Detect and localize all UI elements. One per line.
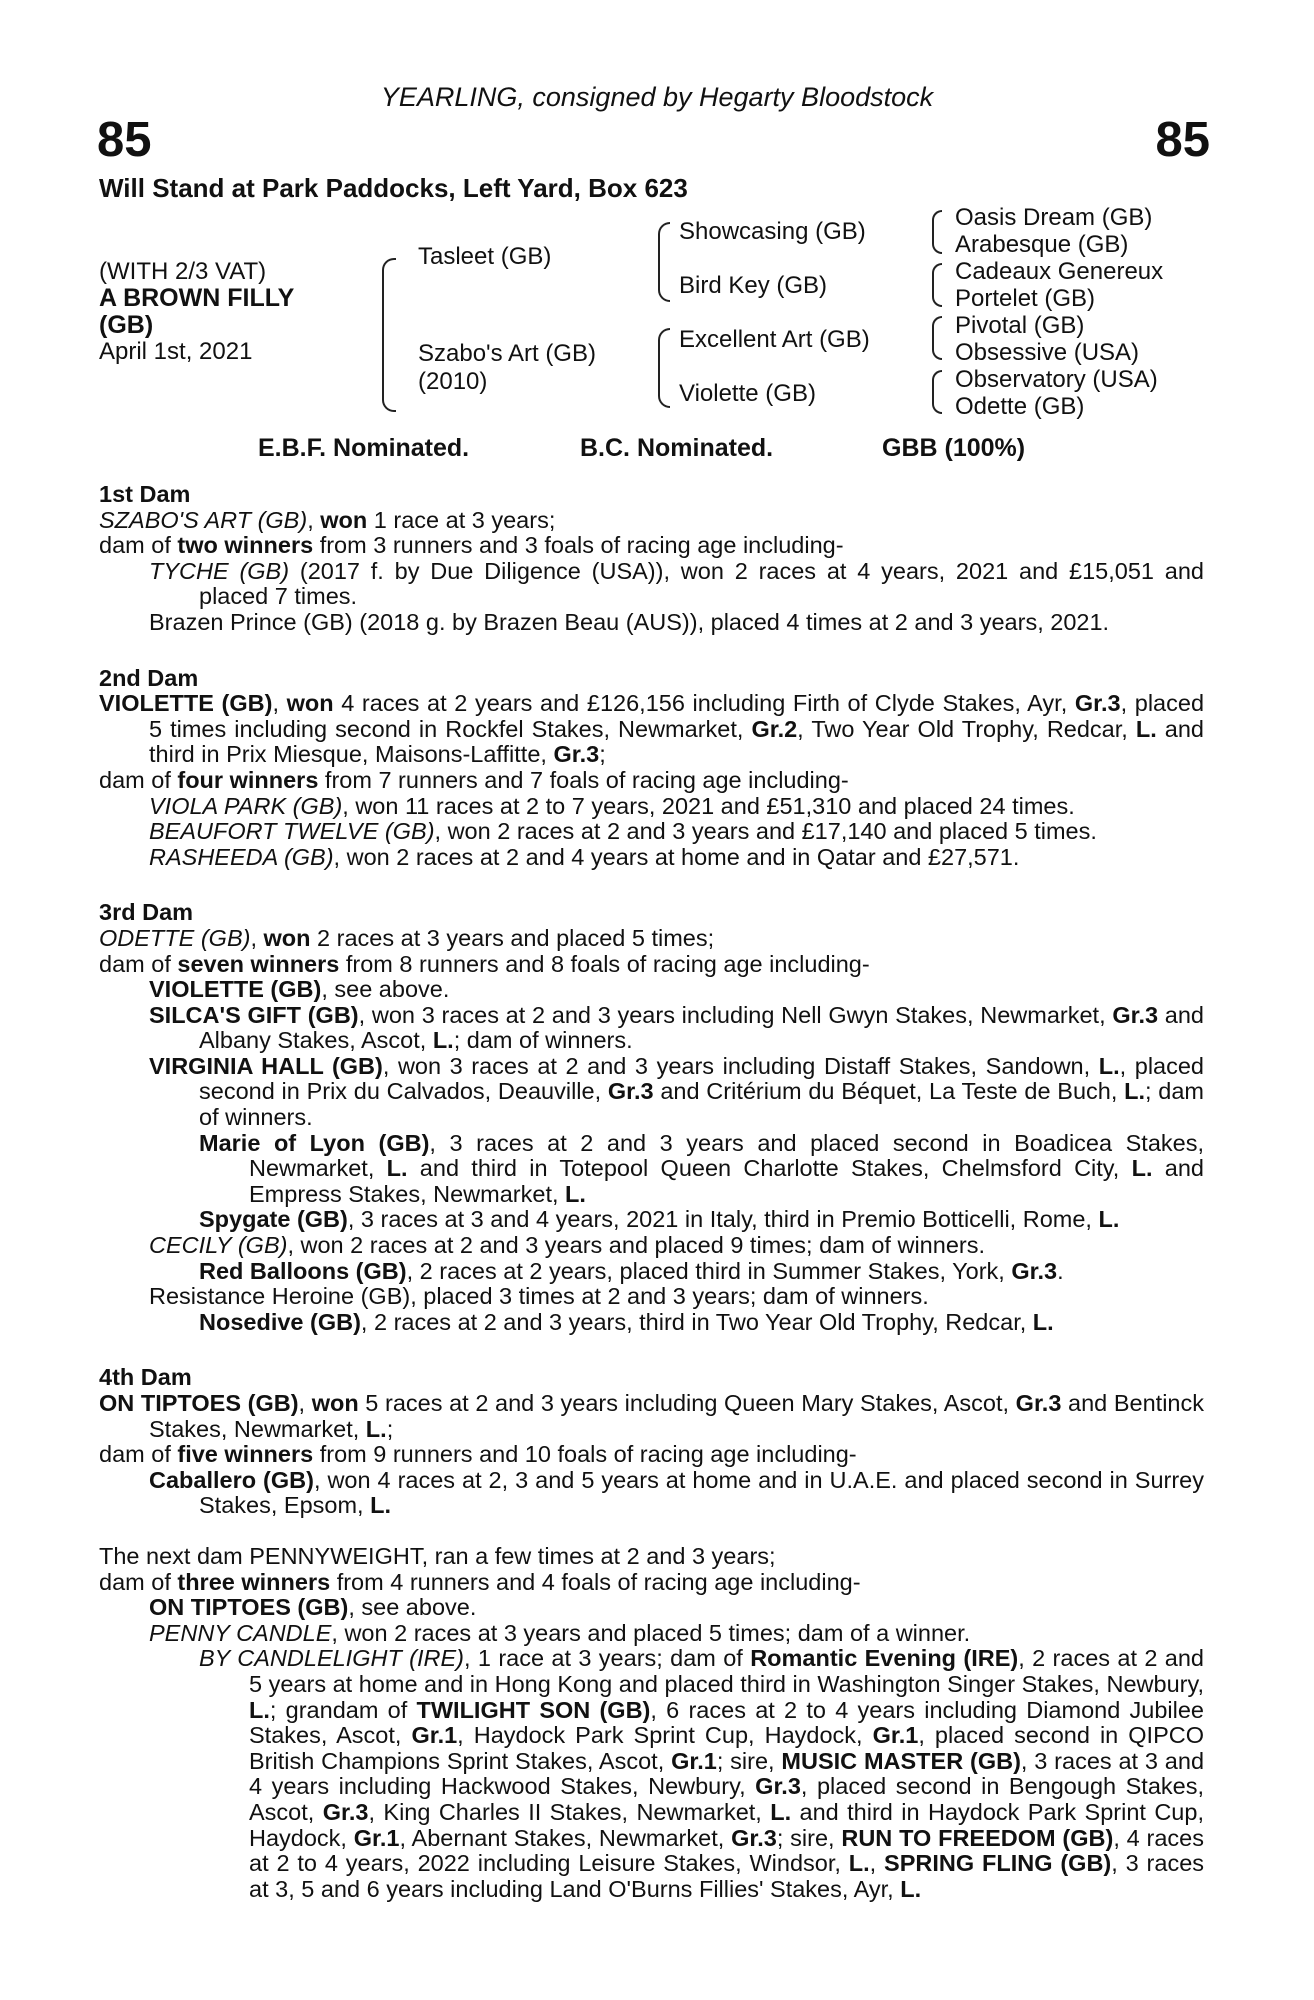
- grade-label: Gr.3: [1112, 1001, 1159, 1028]
- fourth-dam-heading: 4th Dam: [99, 1364, 192, 1391]
- text-run: , won 4 races at 2, 3 and 5 years at home and in U.A.E. and placed second in Surrey Stakes, Epsom,: [199, 1466, 1204, 1519]
- text-run: 2 races at 3 years and placed 5 times;: [310, 924, 715, 951]
- vat-note: (WITH 2/3 VAT): [99, 258, 267, 285]
- grade-label: L.: [370, 1492, 391, 1519]
- produce-entry: [99, 1595, 1204, 1621]
- grade-label: L.: [1032, 1308, 1054, 1335]
- text-run: dam of: [99, 1568, 178, 1595]
- text-run: The next dam PENNYWEIGHT, ran a few times at 2 and 3 years;: [99, 1542, 776, 1569]
- grade-label: Gr.1: [353, 1824, 400, 1851]
- text-run: , won 3 races at 2 and 3 years including Nell Gwyn Stakes, Newmarket,: [358, 1001, 1113, 1028]
- text-run: , Haydock Park Sprint Cup, Haydock,: [457, 1722, 873, 1749]
- first-dam-heading: 1st Dam: [99, 481, 191, 507]
- grade-label: L.: [770, 1798, 792, 1825]
- pedigree-dam-sire: Excellent Art (GB): [679, 326, 870, 353]
- lot-number-right: 85: [1155, 113, 1210, 167]
- progeny-name: BY CANDLELIGHT (IRE): [199, 1645, 465, 1672]
- pedigree-g6: Obsessive (USA): [955, 339, 1140, 366]
- grade-label: L.: [900, 1875, 922, 1902]
- progeny-name: TWILIGHT SON (GB): [416, 1696, 651, 1723]
- text-run: and Empress Stakes, Newmarket,: [249, 1155, 1204, 1207]
- grade-label: Gr.3: [553, 741, 600, 768]
- text-run: , Abernant Stakes, Newmarket,: [399, 1824, 732, 1851]
- produce-entry: [99, 1468, 1204, 1519]
- text-run: .: [1057, 1257, 1064, 1284]
- text-run: and third in Haydock Park Sprint Cup, Haydock,: [249, 1798, 1204, 1851]
- grade-label: Gr.3: [755, 1773, 801, 1800]
- progeny-name: Red Balloons (GB): [199, 1257, 407, 1284]
- grade-label: Gr.1: [411, 1722, 458, 1749]
- grade-label: Gr.3: [607, 1078, 654, 1105]
- winners-count: five winners: [177, 1441, 314, 1468]
- text-run: ; dam of winners.: [453, 1027, 633, 1054]
- progeny-name: RUN TO FREEDOM (GB): [841, 1824, 1114, 1851]
- text-run: from 9 runners and 10 foals of racing age including-: [313, 1441, 857, 1468]
- text-run: , placed 5 times including second in Rockfel Stakes, Newmarket,: [149, 690, 1205, 742]
- produce-entry-grandchild: [99, 1259, 1204, 1285]
- text-run: , 1 race at 3 years; dam of: [464, 1645, 751, 1672]
- progeny-name: MUSIC MASTER (GB): [781, 1747, 1021, 1774]
- produce-entry: [99, 610, 1204, 636]
- bc-nomination: B.C. Nominated.: [580, 434, 774, 462]
- produce-entry: [99, 1621, 1204, 1647]
- pedigree-dam-dam: Violette (GB): [679, 380, 816, 407]
- grade-label: Gr.3: [731, 1824, 777, 1851]
- progeny-name: RASHEEDA (GB): [149, 843, 334, 870]
- text-run: (2017 f. by Due Diligence (USA)), won 2 races at 4 years, 2021 and £15,051 and placed 7 times.: [199, 557, 1204, 610]
- text-run: from 7 runners and 7 foals of racing age including-: [318, 766, 849, 793]
- text-run: 5 races at 2 and 3 years including Queen Mary Stakes, Ascot,: [358, 1390, 1016, 1416]
- produce-entry: [99, 559, 1204, 610]
- progeny-name: Caballero (GB): [149, 1466, 314, 1493]
- winners-count: seven winners: [177, 950, 340, 977]
- text-run: ; sire,: [776, 1824, 842, 1851]
- pedigree-g4: Portelet (GB): [955, 285, 1096, 312]
- text-run: dam of: [99, 532, 178, 559]
- text-run: , won 2 races at 2 and 3 years and placed 9 times; dam of winners.: [287, 1232, 985, 1259]
- stand-location: Will Stand at Park Paddocks, Left Yard, Box 623: [99, 173, 688, 203]
- winners-count: two winners: [177, 532, 314, 559]
- winners-count: four winners: [177, 766, 319, 793]
- text-run: , Two Year Old Trophy, Redcar,: [797, 715, 1136, 742]
- text-run: , 3 races at 2 and 3 years and placed second in Boadicea Stakes, Newmarket,: [249, 1129, 1204, 1182]
- text-run: ,: [307, 506, 321, 533]
- produce-entry: [99, 819, 1204, 845]
- grade-label: Gr.1: [671, 1747, 717, 1774]
- text-run: from 8 runners and 8 foals of racing age including-: [339, 950, 870, 977]
- page-header: YEARLING, consigned by Hegarty Bloodstock: [380, 82, 934, 112]
- lot-number-left: 85: [97, 113, 152, 167]
- grade-label: Gr.3: [1074, 690, 1121, 717]
- produce-entry-grandchild: [99, 1207, 1204, 1233]
- fourth-dam-produce-line: [99, 1442, 1204, 1468]
- text-run: and Albany Stakes, Ascot,: [199, 1001, 1204, 1054]
- text-run: ; grandam of: [269, 1696, 417, 1723]
- progeny-name: Marie of Lyon (GB): [199, 1129, 430, 1156]
- text-run: , see above.: [321, 976, 450, 1003]
- text-run: , 6 races at 2 to 4 years including Diamond Jubilee Stakes, Ascot,: [249, 1696, 1204, 1749]
- grade-label: L.: [432, 1027, 454, 1054]
- first-dam-line: [99, 508, 1204, 534]
- pedigree-brace-g1: [932, 210, 942, 254]
- progeny-name: CECILY (GB): [149, 1232, 288, 1259]
- second-dam-line: [99, 691, 1204, 768]
- progeny-name: Romantic Evening (IRE): [750, 1645, 1019, 1672]
- text-run: from 3 runners and 3 foals of racing age including-: [313, 532, 844, 559]
- pedigree-g1: Oasis Dream (GB): [955, 204, 1153, 231]
- progeny-name: VIOLETTE (GB): [149, 976, 322, 1003]
- pedigree-brace-dam: [658, 328, 670, 408]
- pedigree-g2: Arabesque (GB): [955, 231, 1129, 258]
- text-run: , 2 races at 2 and 3 years, third in Two Year Old Trophy, Redcar,: [360, 1308, 1033, 1335]
- won-label: won: [286, 690, 334, 717]
- spacer: [99, 1519, 1204, 1544]
- dam-name: ON TIPTOES (GB): [99, 1390, 299, 1416]
- text-run: ,: [272, 690, 287, 717]
- horse-name: A BROWN FILLY: [99, 284, 295, 312]
- text-run: ;: [386, 1415, 394, 1442]
- produce-entry: [99, 1054, 1204, 1131]
- pedigree-brace-g3: [932, 316, 942, 360]
- text-run: , placed second in Prix du Calvados, Deauville,: [199, 1052, 1204, 1105]
- text-run: , 3 races at 3 and 4 years including Hackwood Stakes, Newbury,: [249, 1747, 1205, 1800]
- pedigree-g7: Observatory (USA): [955, 366, 1158, 393]
- dam-name: SZABO'S ART (GB): [99, 506, 308, 533]
- foaling-date: April 1st, 2021: [99, 338, 253, 365]
- produce-entry: [99, 1233, 1204, 1259]
- pedigree-g5: Pivotal (GB): [955, 312, 1085, 339]
- text-run: ,: [250, 924, 264, 951]
- third-dam-line: [99, 926, 1204, 952]
- text-run: , 2 races at 2 and 5 years at home and in Hong Kong and placed third in Washington Singer Stakes, Newbury,: [249, 1645, 1204, 1697]
- pedigree-brace-sire: [658, 222, 670, 302]
- dam-name: ODETTE (GB): [99, 924, 251, 951]
- text-run: , won 2 races at 3 years and placed 5 times; dam of a winner.: [331, 1619, 971, 1646]
- text-run: 1 race at 3 years;: [367, 506, 556, 533]
- first-dam-produce-line: [99, 533, 1204, 559]
- produce-entry-grandchild: [99, 1131, 1204, 1208]
- text-run: and Bentinck Stakes, Newmarket,: [149, 1390, 1204, 1442]
- pedigree-dam-year: (2010): [418, 368, 488, 395]
- text-run: ,: [298, 1390, 312, 1416]
- produce-entry: [99, 794, 1204, 820]
- pedigree-g8: Odette (GB): [955, 393, 1085, 420]
- grade-label: L.: [848, 1850, 870, 1877]
- second-dam-produce-line: [99, 768, 1204, 794]
- pedigree-sire-sire: Showcasing (GB): [679, 218, 866, 245]
- progeny-name: Nosedive (GB): [199, 1308, 361, 1335]
- progeny-name: VIOLA PARK (GB): [149, 792, 343, 819]
- text-run: , 4 races at 2 to 4 years, 2022 including Leisure Stakes, Windsor,: [249, 1824, 1204, 1877]
- grade-label: L.: [1124, 1078, 1145, 1105]
- dam-name: VIOLETTE (GB): [99, 690, 273, 717]
- third-dam-produce-line: [99, 952, 1204, 978]
- grade-label: L.: [1098, 1052, 1120, 1079]
- progeny-name: TYCHE (GB): [149, 557, 290, 584]
- text-run: , placed second in Bengough Stakes, Ascot,: [249, 1773, 1205, 1825]
- ebf-nomination: E.B.F. Nominated.: [258, 434, 470, 462]
- pedigree-sire: Tasleet (GB): [418, 243, 552, 270]
- produce-entry-grandchild: [99, 1646, 1204, 1902]
- grade-label: L.: [1135, 715, 1157, 742]
- text-run: from 4 runners and 4 foals of racing age including-: [330, 1568, 861, 1595]
- horse-origin: (GB): [99, 311, 154, 339]
- next-dam-produce-line: [99, 1570, 1204, 1596]
- produce-entry: [99, 845, 1204, 871]
- text-run: , won 2 races at 2 and 4 years at home and in Qatar and £27,571.: [333, 843, 1020, 870]
- text-run: ,: [869, 1850, 885, 1877]
- pedigree-g3: Cadeaux Genereux: [955, 258, 1164, 285]
- grade-label: Gr.3: [1015, 1390, 1062, 1416]
- grade-label: Gr.2: [751, 715, 798, 742]
- text-run: , 2 races at 2 years, placed third in Summer Stakes, York,: [406, 1257, 1012, 1284]
- grade-label: Gr.1: [872, 1722, 919, 1749]
- text-run: ;: [599, 741, 606, 768]
- text-run: , see above.: [348, 1594, 477, 1621]
- fourth-dam-line: [99, 1391, 1204, 1442]
- text-run: dam of: [99, 766, 178, 793]
- progeny-name: ON TIPTOES (GB): [149, 1594, 349, 1621]
- text-run: , won 2 races at 2 and 3 years and £17,140 and placed 5 times.: [434, 818, 1097, 845]
- winners-count: three winners: [177, 1568, 331, 1595]
- text-run: , 3 races at 3 and 4 years, 2021 in Italy, third in Premio Botticelli, Rome,: [347, 1206, 1099, 1233]
- pedigree-dam: Szabo's Art (GB): [418, 340, 596, 367]
- text-run: , won 3 races at 2 and 3 years including Distaff Stakes, Sandown,: [382, 1052, 1099, 1079]
- progeny-name: SPRING FLING (GB): [884, 1850, 1112, 1877]
- text-run: dam of: [99, 950, 178, 977]
- grade-label: Gr.3: [1011, 1257, 1058, 1284]
- text-run: and third in Prix Miesque, Maisons-Laffitte,: [149, 715, 1204, 768]
- next-dam-line: [99, 1544, 1204, 1570]
- won-label: won: [320, 506, 368, 533]
- grade-label: L.: [565, 1180, 586, 1207]
- produce-entry-grandchild: [99, 1310, 1204, 1336]
- progeny-name: PENNY CANDLE: [149, 1619, 332, 1646]
- grade-label: L.: [365, 1415, 387, 1442]
- produce-entry: [99, 1003, 1204, 1054]
- progeny-name: SILCA'S GIFT (GB): [149, 1001, 359, 1028]
- text-run: ; dam of winners.: [199, 1078, 1204, 1131]
- gbb-note: GBB (100%): [882, 434, 1026, 462]
- text-run: dam of: [99, 1441, 178, 1468]
- second-dam-heading: 2nd Dam: [99, 664, 199, 691]
- produce-entry: [99, 1284, 1204, 1310]
- pedigree-brace-g2: [932, 263, 942, 307]
- text-run: Resistance Heroine (GB), placed 3 times at 2 and 3 years; dam of winners.: [149, 1283, 929, 1310]
- grade-label: L.: [386, 1155, 408, 1182]
- pedigree-sire-dam: Bird Key (GB): [679, 272, 828, 299]
- text-run: and Critérium du Béquet, La Teste de Buch,: [653, 1078, 1125, 1105]
- grade-label: Gr.3: [322, 1798, 369, 1825]
- third-dam-heading: 3rd Dam: [99, 899, 194, 926]
- text-run: , placed second in QIPCO British Champions Sprint Stakes, Ascot,: [249, 1722, 1205, 1774]
- progeny-name: BEAUFORT TWELVE (GB): [149, 818, 435, 845]
- progeny-name: Spygate (GB): [199, 1206, 348, 1233]
- text-run: Brazen Prince (GB) (2018 g. by Brazen Beau (AUS)), placed 4 times at 2 and 3 years, 2021.: [149, 608, 1110, 635]
- grade-label: L.: [1098, 1206, 1120, 1233]
- text-run: ; sire,: [716, 1747, 782, 1774]
- won-label: won: [263, 924, 311, 951]
- grade-label: L.: [249, 1696, 270, 1723]
- text-run: , King Charles II Stakes, Newmarket,: [368, 1798, 771, 1825]
- text-run: 4 races at 2 years and £126,156 including Firth of Clyde Stakes, Ayr,: [333, 690, 1075, 717]
- pedigree-brace-main: [382, 258, 396, 412]
- text-run: and third in Totepool Queen Charlotte Stakes, Chelmsford City,: [407, 1155, 1132, 1182]
- grade-label: L.: [1131, 1155, 1153, 1182]
- text-run: , won 11 races at 2 to 7 years, 2021 and £51,310 and placed 24 times.: [342, 792, 1075, 819]
- pedigree-brace-g4: [932, 370, 942, 414]
- progeny-name: VIRGINIA HALL (GB): [149, 1052, 383, 1079]
- text-run: , 3 races at 3, 5 and 6 years including Land O'Burns Fillies' Stakes, Ayr,: [249, 1850, 1205, 1902]
- produce-record: [99, 482, 1204, 1902]
- produce-entry: [99, 977, 1204, 1003]
- won-label: won: [311, 1390, 359, 1416]
